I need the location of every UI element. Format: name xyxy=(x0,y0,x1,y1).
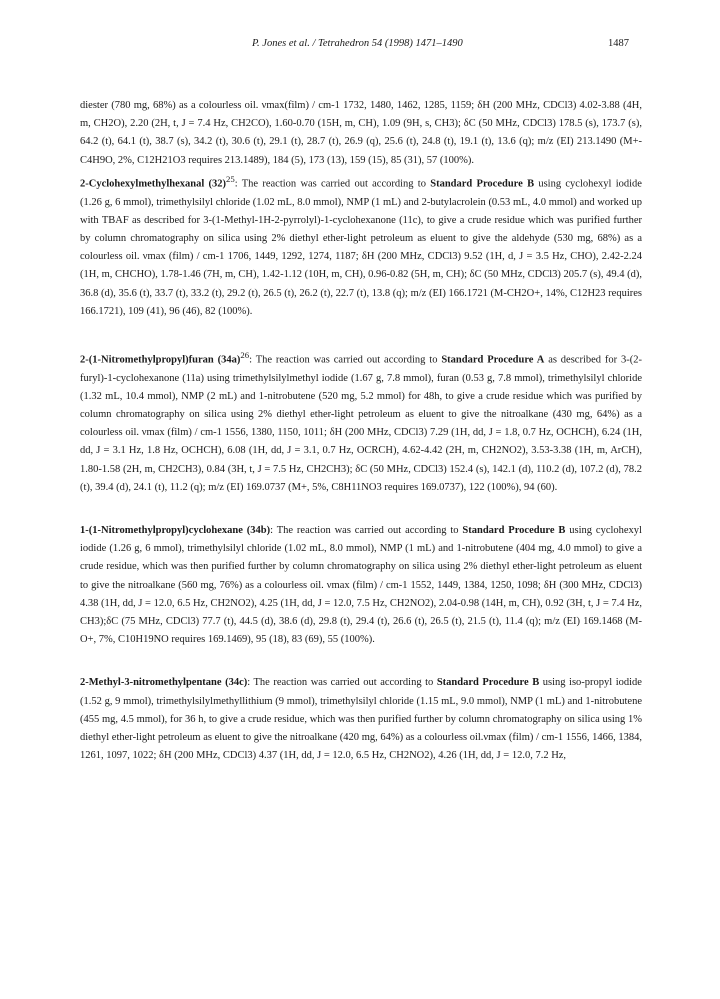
paragraph-intro: : The reaction was carried out according to xyxy=(270,525,463,537)
paragraph-text: using cyclohexyl iodide (1.26 g, 6 mmol), trimethylsilyl chloride (1.02 mL, 8.0 mmol), NMP (1 mL) and 1-nitrobutene (404 mg, 4.0 mmol) to give a crude residue, which was then purified further by column chromatography on silica using 2% diethyl ether-light petroleum as eluent to give the nitroalkane (560 mg, 76%) as a colourless oil. νmax (film) / cm-1 1552, 1449, 1384, 1250, 1098; δH (300 MHz, CDCl3) 4.38 (1H, dd, J = 12.0, 6.5 Hz, CH2NO2), 4.25 (1H, dd, J = 12.0, 7.5 Hz, CH2NO2), 2.04-0.98 (14H, m, CH), 0.92 (3H, t, J = 7.4 Hz, CH3);δC (75 MHz, CDCl3) 77.7 (t), 44.5 (d), 38.6 (d), 29.8 (t), 29.4 (t), 26.6 (t), 26.5 (t), 21.5 (t), 11.4 (q); m/z (EI) 169.1468 (M-O+, 7%, C10H19NO requires 169.1469), 95 (18), 83 (69), 55 (100%). xyxy=(80,525,642,646)
compound-heading: 1-(1-Nitromethylpropyl)cyclohexane (34b) xyxy=(80,525,271,537)
procedure-name: Standard Procedure A xyxy=(441,354,545,366)
paragraph-intro: : The reaction was carried out according to xyxy=(234,178,431,190)
reference-number: 25 xyxy=(226,173,235,184)
paragraph-diester-data xyxy=(80,97,642,170)
paragraph-text: using iso-propyl iodide (1.52 g, 9 mmol), trimethylsilylmethyllithium (9 mmol), trimethylsilyl chloride (1.15 mL, 9.0 mmol), NMP (1 mL) and 1-nitrobutene (455 mg, 4.5 mmol), for 36 h, to give a crude residue, which was then purified further by column chromatography on silica using 1% diethyl ether-light petroleum as eluent to give the nitroalkane (420 mg, 64%) as a colourless oil.νmax (film) / cm-1 1556, 1466, 1384, 1261, 1097, 1022; δH (200 MHz, CDCl3) 4.37 (1H, dd, J = 12.0, 6.5 Hz, CH2NO2), 4.26 (1H, dd, J = 12.0, 7.2 Hz, xyxy=(80,677,642,762)
paragraph-text: as described for 3-(2-furyl)-1-cyclohexanone (11a) using trimethylsilylmethyl iodide (1.67 g, 7.8 mmol), furan (0.53 g, 7.8 mmol), trimethylsilyl chloride (1.32 mL, 10.4 mmol), NMP (2 mL) and 1-nitrobutene (520 mg, 5.2 mmol) for 48h, to give a crude residue which was purified by column chromatography on silica using 2% diethyl ether-light petroleum as eluent to give the nitroalkane (430 mg, 64%) as a colourless oil. νmax (film) / cm-1 1556, 1380, 1150, 1011; δH (200 MHz, CDCl3) 7.29 (1H, dd, J = 1.8, 0.7 Hz, OCHCH), 6.24 (1H, dd, J = 3.1 Hz, 1.8 Hz, OCHCH), 6.08 (1H, dd, J = 3.1, 0.7 Hz, OCRCH), 4.62-4.42 (2H, m, CH2NO2), 3.53-3.38 (1H, m, ArCH), 1.80-1.58 (2H, m, CH2CH3), 0.84 (3H, t, J = 7.5 Hz, CH2CH3); δC (50 MHz, CDCl3) 152.4 (s), 142.1 (d), 110.2 (d), 107.2 (d), 78.2 (t), 39.4 (d), 24.1 (t), 11.2 (q); m/z (EI) 169.0737 (M+, 5%, C8H11NO3 requires 169.0737), 122 (100%), 94 (60). xyxy=(80,354,642,493)
paragraph-text: diester (780 mg, 68%) as a colourless oil. νmax(film) / cm-1 1732, 1480, 1462, 1285, 1159; δH (200 MHz, CDCl3) 4.02-3.88 (4H, m, CH2O), 2.20 (2H, t, J = 7.4 Hz, CH2CO), 1.60-0.70 (15H, m, CH), 1.09 (9H, s, CH3); δC (50 MHz, CDCl3) 178.5 (s), 173.7 (s), 64.2 (t), 64.1 (t), 38.7 (s), 34.2 (t), 30.6 (t), 29.1 (t), 28.7 (t), 26.9 (q), 25.6 (t), 24.8 (t), 19.1 (t), 13.6 (q); m/z (EI) 213.1490 (M+-C4H9O, 2%, C12H21O3 requires 213.1489), 184 (5), 173 (13), 159 (15), 85 (31), 57 (100%). xyxy=(80,100,642,166)
compound-heading: 2-Cyclohexylmethylhexanal (32) xyxy=(80,178,227,190)
procedure-name: Standard Procedure B xyxy=(430,178,535,190)
paragraph-text: using cyclohexyl iodide (1.26 g, 6 mmol), trimethylsilyl chloride (1.02 mL, 8.0 mmol), NMP (1 mL) and 2-butylacrolein (0.53 mL, 4.0 mmol) and worked up with TBAF as described for 3-(1-Methyl-1H-2-pyrrolyl)-1-cyclohexanone (11c), to give a crude residue which was purified further by column chromatography on silica using 2% diethyl ether-light petroleum as eluent to give the aldehyde (530 mg, 68%) as a colourless oil. νmax (film) / cm-1 1706, 1449, 1292, 1274, 1187; δH (200 MHz, CDCl3) 9.52 (1H, d, J = 3.5 Hz, CHO), 2.42-2.24 (1H, m, CHCHO), 1.78-1.46 (7H, m, CH), 1.42-1.12 (10H, m, CH), 0.96-0.82 (5H, m, CH); δC (50 MHz, CDCl3) 205.7 (s), 49.4 (d), 36.8 (d), 35.6 (t), 33.7 (t), 33.2 (t), 29.2 (t), 26.5 (t), 26.2 (t), 22.7 (t), 13.8 (q); m/z (EI) 166.1721 (M-CH2O+, 14%, C12H23 requires 166.1721), 109 (41), 96 (46), 82 (100%). xyxy=(80,178,642,317)
paragraph-compound-34b xyxy=(80,522,642,649)
procedure-name: Standard Procedure B xyxy=(462,525,566,537)
paragraph-compound-34a xyxy=(80,346,642,497)
article-body xyxy=(80,97,642,766)
page-number: 1487 xyxy=(608,38,629,49)
reference-number: 26 xyxy=(240,349,250,360)
compound-heading: 2-Methyl-3-nitromethylpentane (34c) xyxy=(80,677,248,689)
paragraph-compound-34c xyxy=(80,674,642,765)
paragraph-compound-32 xyxy=(80,170,642,321)
running-header xyxy=(0,38,720,54)
procedure-name: Standard Procedure B xyxy=(436,677,540,689)
running-title: P. Jones et al. / Tetrahedron 54 (1998) 1471–1490 xyxy=(252,38,463,49)
paragraph-intro: : The reaction was carried out according to xyxy=(247,677,437,689)
paragraph-intro: : The reaction was carried out according to xyxy=(249,354,442,366)
compound-heading: 2-(1-Nitromethylpropyl)furan (34a) xyxy=(80,354,241,366)
